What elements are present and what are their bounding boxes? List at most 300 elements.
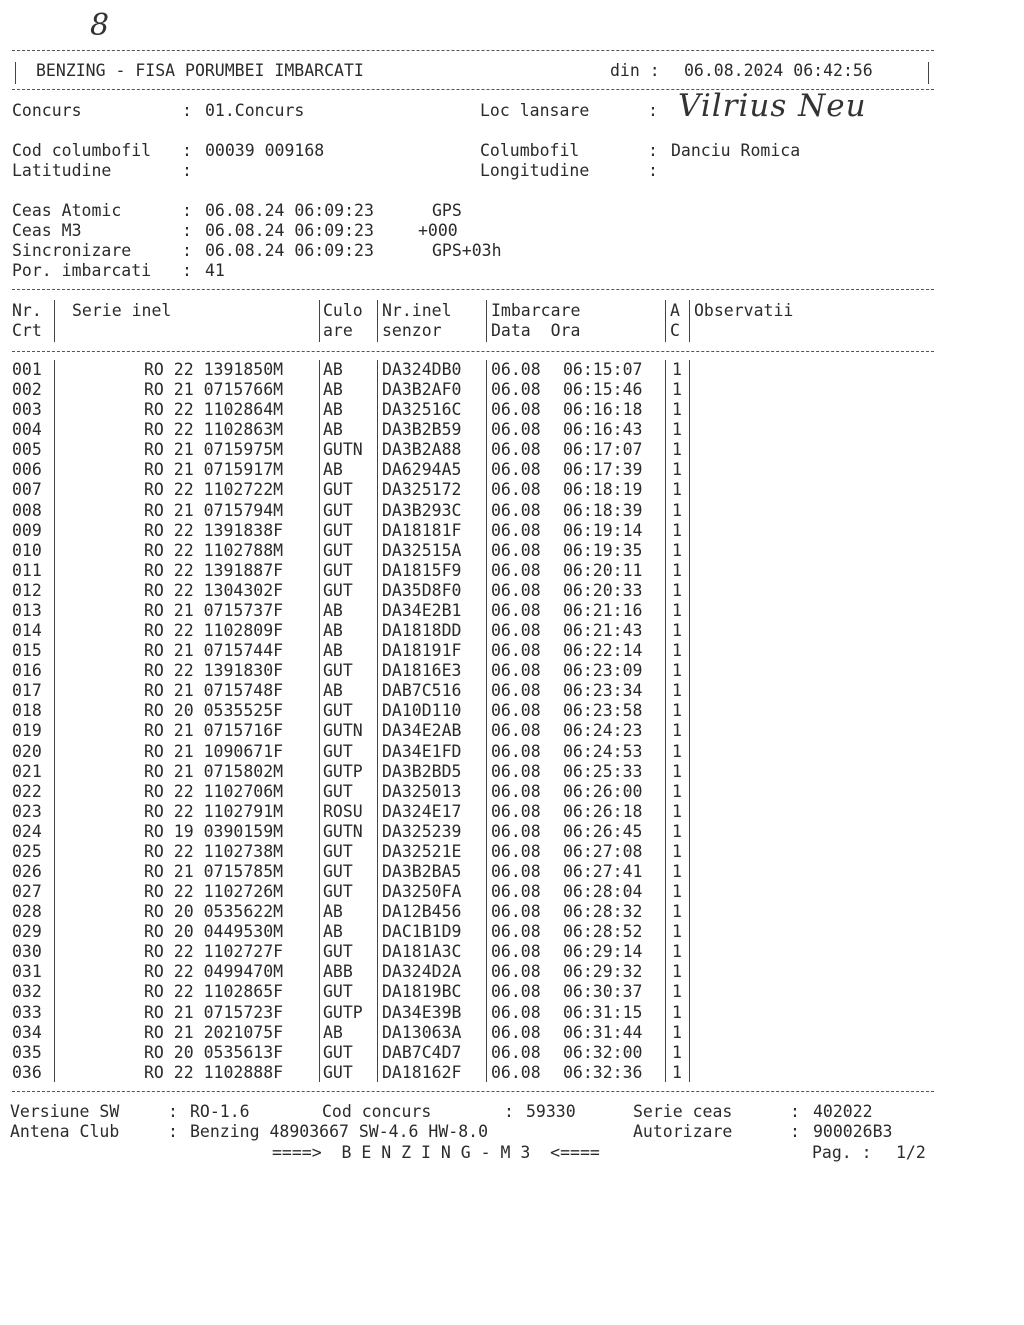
sep-ac-header [689, 300, 690, 342]
cell-senzor: DA34E39B [382, 1002, 462, 1022]
cell-culoare: AB [323, 922, 343, 942]
antena-club-value: Benzing 48903667 SW-4.6 HW-8.0 [190, 1122, 489, 1141]
cell-serie-inel: RO 20 0535622M [144, 902, 284, 922]
cell-senzor: DA181A3C [382, 942, 462, 962]
cod-columbofil-value: 00039 009168 [205, 141, 325, 160]
cell-senzor: DA32515A [382, 540, 462, 560]
table-row [0, 521, 1024, 541]
cell-culoare: AB [323, 902, 343, 922]
cell-senzor: DA18191F [382, 641, 462, 661]
autorizare-label: Autorizare [633, 1122, 733, 1141]
document-title: BENZING - FISA PORUMBEI IMBARCATI [36, 61, 364, 80]
cell-ora: 06:31:44 [563, 1022, 643, 1042]
table-row [0, 942, 1024, 962]
cell-ac: 1 [672, 1022, 682, 1042]
cell-ora: 06:27:08 [563, 841, 643, 861]
cell-ora: 06:24:53 [563, 741, 643, 761]
cell-data: 06.08 [491, 902, 541, 922]
cell-senzor: DA32521E [382, 841, 462, 861]
por-imbarcati-label: Por. imbarcati [12, 261, 152, 280]
cell-senzor: DA1816E3 [382, 661, 462, 681]
sep-serie-header [319, 300, 320, 342]
cell-culoare: GUT [323, 540, 353, 560]
cell-ac: 1 [672, 721, 682, 741]
cell-nr: 001 [12, 360, 42, 379]
cell-serie-inel: RO 21 0715802M [144, 761, 284, 781]
cell-nr: 027 [12, 882, 42, 902]
cell-nr: 035 [12, 1042, 42, 1062]
cell-ac: 1 [672, 600, 682, 620]
cell-nr: 017 [12, 681, 42, 701]
cell-nr: 014 [12, 621, 42, 641]
sincronizare-label: Sincronizare [12, 241, 132, 260]
cell-culoare: AB [323, 641, 343, 661]
cell-ora: 06:16:43 [563, 420, 643, 440]
table-row [0, 721, 1024, 741]
cell-senzor: DAB7C516 [382, 681, 462, 701]
cell-senzor: DA3250FA [382, 882, 462, 902]
cell-serie-inel: RO 21 0715723F [144, 1002, 284, 1022]
cell-culoare: GUTN [323, 440, 363, 460]
cell-serie-inel: RO 22 1102738M [144, 841, 284, 861]
latitudine-colon: : [182, 161, 192, 180]
cell-ac: 1 [672, 460, 682, 480]
cell-ac: 1 [672, 841, 682, 861]
col-imbarcare-line1: Imbarcare [491, 301, 581, 320]
cell-serie-inel: RO 22 1102788M [144, 540, 284, 560]
din-label: din : [610, 61, 660, 80]
header-right-bar [928, 62, 929, 84]
cell-serie-inel: RO 20 0449530M [144, 922, 284, 942]
table-row [0, 460, 1024, 480]
cell-ora: 06:26:18 [563, 801, 643, 821]
table-row [0, 701, 1024, 721]
cell-nr: 002 [12, 380, 42, 400]
cell-data: 06.08 [491, 841, 541, 861]
cell-culoare: AB [323, 460, 343, 480]
col-nr-line2: Crt [12, 321, 42, 340]
cell-ora: 06:23:34 [563, 681, 643, 701]
concurs-value: 01.Concurs [205, 101, 305, 120]
ceas-atomic-colon: : [182, 201, 192, 220]
cell-culoare: GUT [323, 942, 353, 962]
cell-culoare: GUT [323, 741, 353, 761]
loc-lansare-handwritten: Vilrius Neu [678, 88, 867, 124]
cell-culoare: GUT [323, 500, 353, 520]
cell-ora: 06:32:00 [563, 1042, 643, 1062]
cell-data: 06.08 [491, 400, 541, 420]
cell-data: 06.08 [491, 621, 541, 641]
cell-ac: 1 [672, 360, 682, 379]
cell-culoare: GUTN [323, 721, 363, 741]
cell-ac: 1 [672, 701, 682, 721]
col-nr-line1: Nr. [12, 301, 42, 320]
table-row [0, 440, 1024, 460]
cell-nr: 032 [12, 982, 42, 1002]
versiune-sw-colon: : [168, 1102, 178, 1121]
cell-ac: 1 [672, 560, 682, 580]
table-row [0, 822, 1024, 842]
cell-ora: 06:26:45 [563, 821, 643, 841]
cell-data: 06.08 [491, 882, 541, 902]
table-row [0, 1043, 1024, 1063]
cell-ac: 1 [672, 681, 682, 701]
cell-ora: 06:17:39 [563, 460, 643, 480]
columbofil-colon: : [648, 141, 658, 160]
cell-culoare: AB [323, 681, 343, 701]
cell-nr: 018 [12, 701, 42, 721]
cell-ac: 1 [672, 962, 682, 982]
cell-serie-inel: RO 22 1102888F [144, 1062, 284, 1082]
table-row [0, 501, 1024, 521]
table-row [0, 982, 1024, 1002]
cell-ac: 1 [672, 1002, 682, 1022]
cell-ac: 1 [672, 942, 682, 962]
cell-ora: 06:28:04 [563, 882, 643, 902]
cell-data: 06.08 [491, 661, 541, 681]
table-row [0, 681, 1024, 701]
cell-senzor: DA3B2B59 [382, 420, 462, 440]
cell-ac: 1 [672, 440, 682, 460]
cell-data: 06.08 [491, 520, 541, 540]
cell-nr: 033 [12, 1002, 42, 1022]
cell-data: 06.08 [491, 560, 541, 580]
longitudine-label: Longitudine [480, 161, 590, 180]
table-row [0, 400, 1024, 420]
antena-club-label: Antena Club [10, 1122, 120, 1141]
cell-senzor: DA325239 [382, 821, 462, 841]
table-row [0, 480, 1024, 500]
cell-serie-inel: RO 22 1102706M [144, 781, 284, 801]
cell-ac: 1 [672, 1062, 682, 1082]
cell-ac: 1 [672, 821, 682, 841]
cell-ora: 06:18:19 [563, 480, 643, 500]
cell-culoare: AB [323, 621, 343, 641]
cell-ora: 06:29:32 [563, 962, 643, 982]
cell-data: 06.08 [491, 942, 541, 962]
cell-ora: 06:24:23 [563, 721, 643, 741]
cell-serie-inel: RO 22 1391850M [144, 360, 284, 379]
cell-ac: 1 [672, 761, 682, 781]
cell-serie-inel: RO 22 1102865F [144, 982, 284, 1002]
sep-cul-header [377, 300, 378, 342]
cell-senzor: DA34E1FD [382, 741, 462, 761]
cell-serie-inel: RO 22 1304302F [144, 580, 284, 600]
table-row [0, 621, 1024, 641]
cell-culoare: ABB [323, 962, 353, 982]
cell-ac: 1 [672, 540, 682, 560]
cell-culoare: GUT [323, 661, 353, 681]
cell-ora: 06:19:14 [563, 520, 643, 540]
sep-senzor-header [486, 300, 487, 342]
cell-culoare: GUT [323, 982, 353, 1002]
cell-serie-inel: RO 21 1090671F [144, 741, 284, 761]
cell-data: 06.08 [491, 741, 541, 761]
cell-serie-inel: RO 21 0715716F [144, 721, 284, 741]
table-row [0, 922, 1024, 942]
cell-ora: 06:18:39 [563, 500, 643, 520]
cell-culoare: GUTP [323, 761, 363, 781]
cell-nr: 031 [12, 962, 42, 982]
cell-culoare: GUT [323, 882, 353, 902]
cell-ac: 1 [672, 801, 682, 821]
cell-culoare: GUTP [323, 1002, 363, 1022]
cod-concurs-label: Cod concurs [322, 1102, 432, 1121]
table-row [0, 561, 1024, 581]
cell-nr: 012 [12, 580, 42, 600]
cell-data: 06.08 [491, 480, 541, 500]
cell-data: 06.08 [491, 1042, 541, 1062]
cell-data: 06.08 [491, 500, 541, 520]
cell-senzor: DA1815F9 [382, 560, 462, 580]
cell-culoare: GUT [323, 701, 353, 721]
cell-ac: 1 [672, 420, 682, 440]
cell-senzor: DA325172 [382, 480, 462, 500]
latitudine-label: Latitudine [12, 161, 112, 180]
table-row [0, 641, 1024, 661]
cell-senzor: DA3B2BA5 [382, 862, 462, 881]
cell-nr: 016 [12, 661, 42, 681]
header-top-rule [12, 50, 934, 51]
cell-nr: 019 [12, 721, 42, 741]
brand-banner: ====> B E N Z I N G - M 3 <==== [272, 1143, 600, 1162]
table-row [0, 802, 1024, 822]
cell-ac: 1 [672, 580, 682, 600]
table-header-bottom-rule [12, 351, 934, 352]
cell-serie-inel: RO 19 0390159M [144, 821, 284, 841]
cell-data: 06.08 [491, 862, 541, 881]
cell-nr: 026 [12, 862, 42, 881]
cell-serie-inel: RO 22 1391838F [144, 520, 284, 540]
cell-ora: 06:28:52 [563, 922, 643, 942]
concurs-colon: : [182, 101, 192, 120]
cell-senzor: DA35D8F0 [382, 580, 462, 600]
cell-culoare: GUT [323, 1042, 353, 1062]
cell-data: 06.08 [491, 922, 541, 942]
sep-nr-header [54, 300, 55, 342]
cell-nr: 006 [12, 460, 42, 480]
cell-ora: 06:28:32 [563, 902, 643, 922]
cell-ora: 06:25:33 [563, 761, 643, 781]
table-row [0, 360, 1024, 380]
print-datetime: 06.08.2024 06:42:56 [684, 61, 873, 80]
table-row [0, 782, 1024, 802]
antena-club-colon: : [168, 1122, 178, 1141]
sincronizare-colon: : [182, 241, 192, 260]
col-senzor-line1: Nr.inel [382, 301, 452, 320]
cell-ora: 06:32:36 [563, 1062, 643, 1082]
cell-serie-inel: RO 21 0715975M [144, 440, 284, 460]
cell-culoare: AB [323, 380, 343, 400]
page-label: Pag. : [812, 1143, 872, 1162]
cell-data: 06.08 [491, 380, 541, 400]
cell-nr: 003 [12, 400, 42, 420]
serie-ceas-label: Serie ceas [633, 1102, 733, 1121]
cell-senzor: DA32516C [382, 400, 462, 420]
cell-nr: 021 [12, 761, 42, 781]
cell-culoare: AB [323, 1022, 343, 1042]
cell-ora: 06:16:18 [563, 400, 643, 420]
cell-ora: 06:31:15 [563, 1002, 643, 1022]
table-row [0, 762, 1024, 782]
cell-ora: 06:21:43 [563, 621, 643, 641]
cell-culoare: AB [323, 360, 343, 379]
cell-ora: 06:23:58 [563, 701, 643, 721]
cod-concurs-value: 59330 [526, 1102, 576, 1121]
cell-serie-inel: RO 21 0715766M [144, 380, 284, 400]
cell-ac: 1 [672, 922, 682, 942]
cell-ac: 1 [672, 1042, 682, 1062]
cell-ac: 1 [672, 741, 682, 761]
cell-senzor: DA10D110 [382, 701, 462, 721]
concurs-label: Concurs [12, 101, 82, 120]
cell-culoare: GUT [323, 580, 353, 600]
cell-serie-inel: RO 22 1391887F [144, 560, 284, 580]
cell-ora: 06:15:46 [563, 380, 643, 400]
cell-ora: 06:23:09 [563, 661, 643, 681]
table-row [0, 742, 1024, 762]
col-observatii-header: Observatii [694, 301, 794, 320]
table-row [0, 661, 1024, 681]
cell-nr: 020 [12, 741, 42, 761]
cell-data: 06.08 [491, 761, 541, 781]
cell-data: 06.08 [491, 781, 541, 801]
cell-data: 06.08 [491, 821, 541, 841]
cell-senzor: DA1818DD [382, 621, 462, 641]
cell-serie-inel: RO 22 1102863M [144, 420, 284, 440]
table-row [0, 842, 1024, 862]
cell-senzor: DA324DB0 [382, 360, 462, 379]
col-culoare-line2: are [323, 321, 353, 340]
cell-culoare: GUT [323, 560, 353, 580]
table-row [0, 1063, 1024, 1083]
cell-data: 06.08 [491, 801, 541, 821]
footer-top-rule [12, 1091, 934, 1092]
por-imbarcati-value: 41 [205, 261, 225, 280]
cell-senzor: DA18162F [382, 1062, 462, 1082]
cell-nr: 023 [12, 801, 42, 821]
page-number: 1/2 [896, 1143, 926, 1162]
cell-data: 06.08 [491, 721, 541, 741]
cell-serie-inel: RO 21 0715917M [144, 460, 284, 480]
table-row [0, 882, 1024, 902]
cell-ora: 06:20:33 [563, 580, 643, 600]
cell-nr: 008 [12, 500, 42, 520]
cell-culoare: GUT [323, 1062, 353, 1082]
cell-senzor: DA3B2AF0 [382, 380, 462, 400]
cell-culoare: GUT [323, 781, 353, 801]
ceas-m3-colon: : [182, 221, 192, 240]
cell-data: 06.08 [491, 681, 541, 701]
sep-imbarcare-header [665, 300, 666, 342]
columbofil-label: Columbofil [480, 141, 580, 160]
col-serie-header: Serie inel [72, 301, 172, 320]
cell-nr: 005 [12, 440, 42, 460]
cell-senzor: DA324E17 [382, 801, 462, 821]
cell-nr: 015 [12, 641, 42, 661]
cell-senzor: DA325013 [382, 781, 462, 801]
table-row [0, 581, 1024, 601]
cell-senzor: DA34E2B1 [382, 600, 462, 620]
cell-senzor: DA1819BC [382, 982, 462, 1002]
cell-data: 06.08 [491, 701, 541, 721]
por-imbarcati-colon: : [182, 261, 192, 280]
versiune-sw-value: RO-1.6 [190, 1102, 250, 1121]
table-header-top-rule [12, 289, 934, 290]
cell-senzor: DA18181F [382, 520, 462, 540]
table-row [0, 1023, 1024, 1043]
cell-serie-inel: RO 20 0535613F [144, 1042, 284, 1062]
cell-nr: 013 [12, 600, 42, 620]
cod-columbofil-colon: : [182, 141, 192, 160]
cod-columbofil-label: Cod columbofil [12, 141, 152, 160]
cell-nr: 009 [12, 520, 42, 540]
cell-serie-inel: RO 22 1102791M [144, 801, 284, 821]
cell-ac: 1 [672, 781, 682, 801]
cell-nr: 029 [12, 922, 42, 942]
cell-data: 06.08 [491, 580, 541, 600]
cell-serie-inel: RO 22 1102722M [144, 480, 284, 500]
cell-ac: 1 [672, 862, 682, 881]
cell-serie-inel: RO 22 1102727F [144, 942, 284, 962]
ceas-atomic-extra: GPS [432, 201, 462, 220]
cell-data: 06.08 [491, 1062, 541, 1082]
table-row [0, 601, 1024, 621]
cell-serie-inel: RO 22 1391830F [144, 661, 284, 681]
cell-nr: 010 [12, 540, 42, 560]
cell-nr: 028 [12, 902, 42, 922]
cell-ora: 06:22:14 [563, 641, 643, 661]
ceas-m3-label: Ceas M3 [12, 221, 82, 240]
cell-data: 06.08 [491, 360, 541, 379]
cell-ora: 06:30:37 [563, 982, 643, 1002]
loc-lansare-colon: : [648, 101, 658, 120]
cell-culoare: AB [323, 600, 343, 620]
cell-serie-inel: RO 21 0715785M [144, 862, 284, 881]
cell-culoare: GUT [323, 480, 353, 500]
autorizare-colon: : [790, 1122, 800, 1141]
cell-nr: 022 [12, 781, 42, 801]
autorizare-value: 900026B3 [813, 1122, 893, 1141]
col-ac-line2: C [670, 321, 680, 340]
serie-ceas-colon: : [790, 1102, 800, 1121]
cell-ac: 1 [672, 661, 682, 681]
cell-data: 06.08 [491, 440, 541, 460]
cell-ac: 1 [672, 982, 682, 1002]
cell-ora: 06:21:16 [563, 600, 643, 620]
header-left-bar [15, 62, 16, 84]
cell-serie-inel: RO 22 1102726M [144, 882, 284, 902]
cell-ac: 1 [672, 400, 682, 420]
cell-ora: 06:17:07 [563, 440, 643, 460]
cell-ac: 1 [672, 520, 682, 540]
cell-nr: 034 [12, 1022, 42, 1042]
cell-nr: 030 [12, 942, 42, 962]
cell-data: 06.08 [491, 982, 541, 1002]
cell-ac: 1 [672, 902, 682, 922]
cell-senzor: DA3B293C [382, 500, 462, 520]
loc-lansare-label: Loc lansare [480, 101, 590, 120]
col-ac-line1: A [670, 301, 680, 320]
cell-senzor: DA34E2AB [382, 721, 462, 741]
handwritten-page-mark: 8 [90, 8, 110, 43]
cell-nr: 025 [12, 841, 42, 861]
columbofil-value: Danciu Romica [671, 141, 801, 160]
cell-serie-inel: RO 22 0499470M [144, 962, 284, 982]
cell-ora: 06:19:35 [563, 540, 643, 560]
cell-serie-inel: RO 20 0535525F [144, 701, 284, 721]
cell-ac: 1 [672, 500, 682, 520]
